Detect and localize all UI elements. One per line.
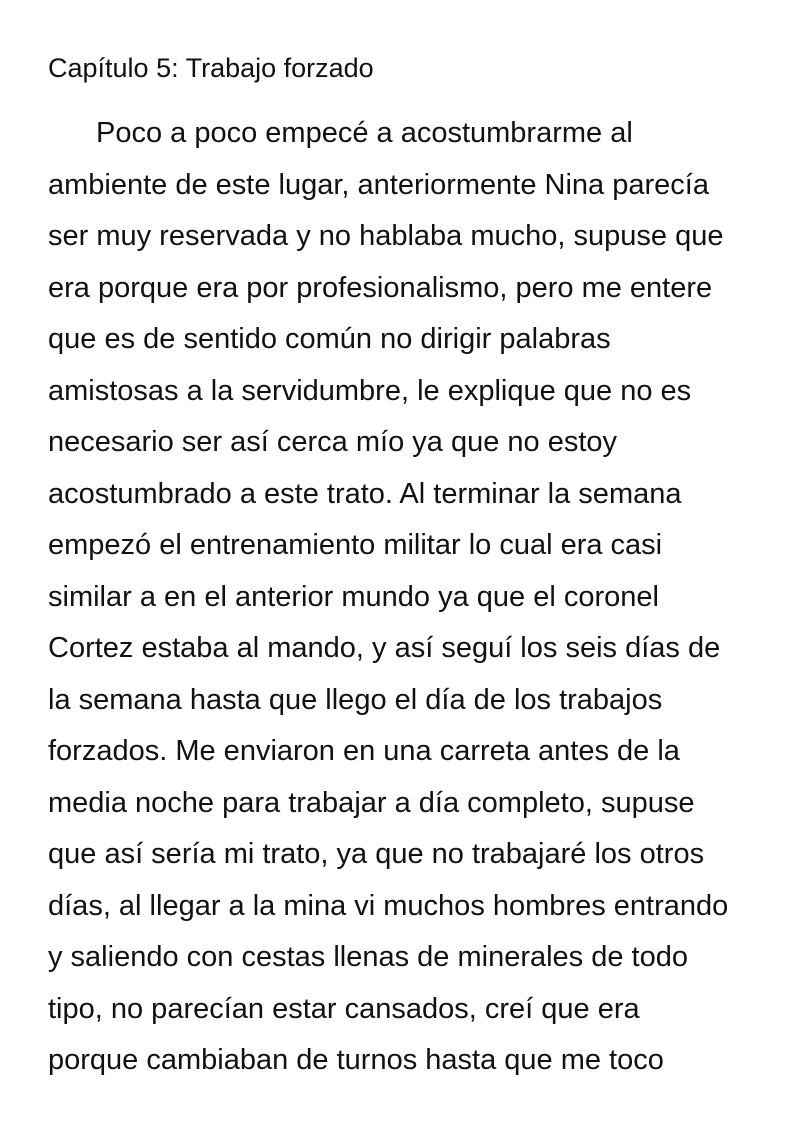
text-line: era porque era por profesionalismo, pero me entere	[48, 271, 713, 304]
text-line: y saliendo con cestas llenas de minerales de todo	[48, 941, 688, 973]
text-line: que así sería mi trato, ya que no trabajaré los otros	[48, 838, 705, 870]
text-line: similar a en el anterior mundo ya que el coronel	[48, 580, 659, 613]
body-paragraph	[48, 108, 768, 1087]
text-line: acostumbrado a este trato. Al terminar la semana	[48, 477, 682, 510]
text-line: amistosas a la servidumbre, le explique que no es	[48, 374, 692, 407]
text-line: Poco a poco empecé a acostumbrarme al	[96, 117, 633, 149]
text-line: ambiente de este lugar, anteriormente Nina parecía	[48, 168, 709, 201]
text-line: necesario ser así cerca mío ya que no estoy	[48, 426, 618, 458]
text-line: la semana hasta que llego el día de los trabajos	[48, 683, 663, 716]
text-line: días, al llegar a la mina vi muchos hombres entrando	[48, 889, 729, 922]
text-line: forzados. Me enviaron en una carreta antes de la	[48, 735, 680, 767]
text-line: Cortez estaba al mando, y así seguí los seis días de	[48, 632, 721, 664]
text-line: media noche para trabajar a día completo, supuse	[48, 786, 695, 819]
text-line: ser muy reservada y no hablaba mucho, supuse que	[48, 220, 724, 252]
chapter-title: Capítulo 5: Trabajo forzado	[48, 53, 374, 83]
text-line: porque cambiaban de turnos hasta que me toco	[48, 1044, 664, 1076]
text-line: empezó el entrenamiento militar lo cual era casi	[48, 529, 663, 561]
text-line: que es de sentido común no dirigir palabras	[48, 323, 611, 355]
text-line: tipo, no parecían estar cansados, creí que era	[48, 992, 640, 1025]
